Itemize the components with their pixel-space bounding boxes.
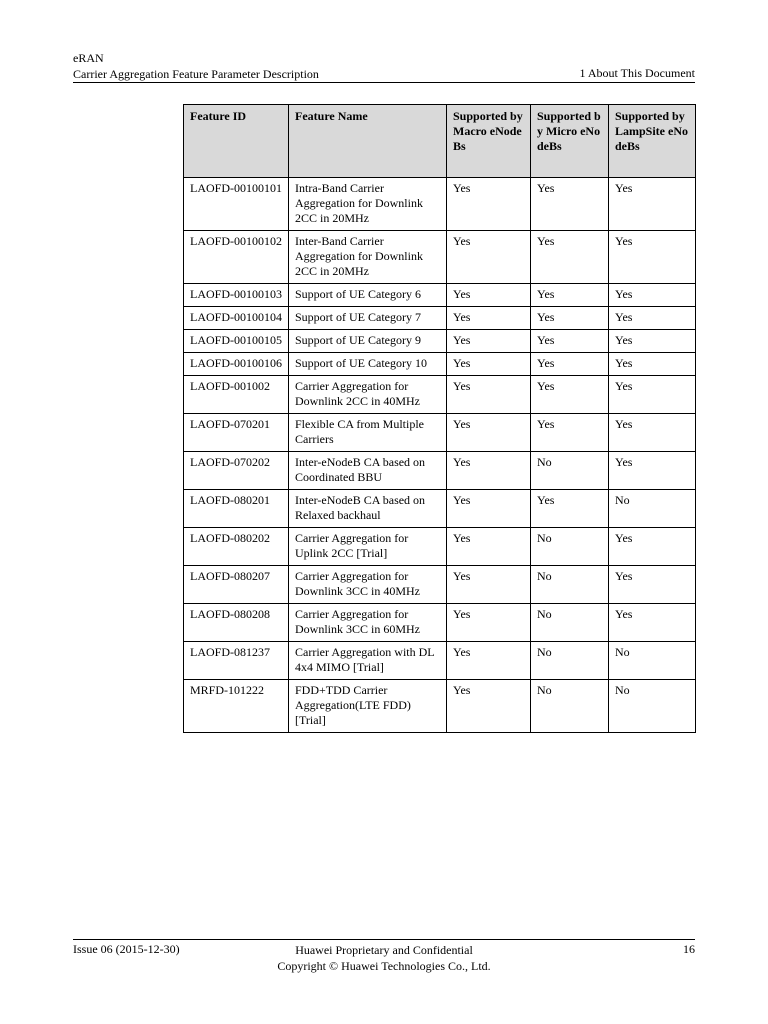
cell-lampsite-support: No: [609, 490, 696, 528]
cell-lampsite-support: Yes: [609, 604, 696, 642]
cell-micro-support: No: [531, 680, 609, 733]
cell-feature-id: LAOFD-070201: [184, 414, 289, 452]
cell-micro-support: Yes: [531, 376, 609, 414]
cell-macro-support: Yes: [447, 528, 531, 566]
table-row: [184, 376, 696, 414]
cell-macro-support: Yes: [447, 231, 531, 284]
cell-lampsite-support: Yes: [609, 284, 696, 307]
cell-macro-support: Yes: [447, 178, 531, 231]
table-row: [184, 414, 696, 452]
cell-feature-id: LAOFD-00100103: [184, 284, 289, 307]
cell-lampsite-support: No: [609, 680, 696, 733]
cell-feature-id: LAOFD-080201: [184, 490, 289, 528]
col-header-micro: Supported by Micro eNodeBs: [531, 105, 609, 178]
table-row: [184, 528, 696, 566]
cell-feature-id: LAOFD-081237: [184, 642, 289, 680]
cell-micro-support: No: [531, 452, 609, 490]
footer-issue: Issue 06 (2015-12-30): [73, 942, 180, 956]
cell-micro-support: Yes: [531, 490, 609, 528]
cell-lampsite-support: Yes: [609, 414, 696, 452]
cell-lampsite-support: Yes: [609, 178, 696, 231]
table-header-row: [184, 105, 696, 178]
cell-micro-support: Yes: [531, 353, 609, 376]
footer-copyright: Copyright © Huawei Technologies Co., Ltd.: [277, 959, 491, 973]
cell-macro-support: Yes: [447, 680, 531, 733]
cell-feature-id: LAOFD-080207: [184, 566, 289, 604]
footer-page-number: 16: [683, 942, 695, 956]
cell-feature-name: Support of UE Category 6: [289, 284, 447, 307]
cell-feature-id: LAOFD-00100104: [184, 307, 289, 330]
table-row: [184, 604, 696, 642]
table-row: [184, 330, 696, 353]
cell-lampsite-support: Yes: [609, 376, 696, 414]
table-row: [184, 231, 696, 284]
header-doc-title: Carrier Aggregation Feature Parameter Description: [73, 67, 319, 81]
cell-feature-name: Support of UE Category 7: [289, 307, 447, 330]
cell-lampsite-support: No: [609, 642, 696, 680]
cell-feature-name: Support of UE Category 10: [289, 353, 447, 376]
cell-macro-support: Yes: [447, 414, 531, 452]
cell-lampsite-support: Yes: [609, 528, 696, 566]
cell-feature-id: MRFD-101222: [184, 680, 289, 733]
cell-macro-support: Yes: [447, 566, 531, 604]
table-row: [184, 566, 696, 604]
feature-table: [183, 104, 696, 733]
table-row: [184, 284, 696, 307]
cell-lampsite-support: Yes: [609, 231, 696, 284]
cell-feature-name: Inter-eNodeB CA based on Coordinated BBU: [289, 452, 447, 490]
cell-feature-name: FDD+TDD Carrier Aggregation(LTE FDD) [Trial]: [289, 680, 447, 733]
cell-feature-id: LAOFD-00100102: [184, 231, 289, 284]
cell-macro-support: Yes: [447, 490, 531, 528]
header-chapter: 1 About This Document: [579, 66, 695, 80]
cell-micro-support: No: [531, 566, 609, 604]
cell-lampsite-support: Yes: [609, 307, 696, 330]
table-body: [184, 178, 696, 733]
table-row: [184, 452, 696, 490]
cell-feature-name: Support of UE Category 9: [289, 330, 447, 353]
cell-micro-support: Yes: [531, 330, 609, 353]
cell-feature-id: LAOFD-070202: [184, 452, 289, 490]
col-header-lampsite: Supported by LampSite eNodeBs: [609, 105, 696, 178]
cell-feature-name: Carrier Aggregation for Uplink 2CC [Trial]: [289, 528, 447, 566]
table-row: [184, 178, 696, 231]
footer-proprietary: Huawei Proprietary and Confidential: [295, 943, 473, 957]
cell-micro-support: Yes: [531, 178, 609, 231]
cell-feature-name: Inter-eNodeB CA based on Relaxed backhaul: [289, 490, 447, 528]
cell-feature-name: Carrier Aggregation for Downlink 2CC in 40MHz: [289, 376, 447, 414]
cell-macro-support: Yes: [447, 284, 531, 307]
table-row: [184, 680, 696, 733]
cell-micro-support: No: [531, 642, 609, 680]
header-rule: [73, 82, 695, 83]
cell-feature-name: Inter-Band Carrier Aggregation for Downlink 2CC in 20MHz: [289, 231, 447, 284]
cell-micro-support: Yes: [531, 414, 609, 452]
footer-center: [234, 942, 534, 974]
cell-feature-name: Intra-Band Carrier Aggregation for Downlink 2CC in 20MHz: [289, 178, 447, 231]
col-header-feature-id: Feature ID: [184, 105, 289, 178]
header-product: eRAN: [73, 51, 104, 65]
cell-macro-support: Yes: [447, 452, 531, 490]
cell-macro-support: Yes: [447, 376, 531, 414]
cell-feature-name: Carrier Aggregation with DL 4x4 MIMO [Trial]: [289, 642, 447, 680]
cell-macro-support: Yes: [447, 604, 531, 642]
table-row: [184, 353, 696, 376]
cell-micro-support: No: [531, 528, 609, 566]
cell-feature-id: LAOFD-00100106: [184, 353, 289, 376]
col-header-macro: Supported by Macro eNodeBs: [447, 105, 531, 178]
table-row: [184, 642, 696, 680]
cell-micro-support: Yes: [531, 307, 609, 330]
cell-lampsite-support: Yes: [609, 330, 696, 353]
cell-macro-support: Yes: [447, 307, 531, 330]
col-header-feature-name: Feature Name: [289, 105, 447, 178]
cell-lampsite-support: Yes: [609, 353, 696, 376]
cell-macro-support: Yes: [447, 353, 531, 376]
cell-feature-id: LAOFD-080202: [184, 528, 289, 566]
cell-feature-id: LAOFD-001002: [184, 376, 289, 414]
cell-feature-name: Carrier Aggregation for Downlink 3CC in 60MHz: [289, 604, 447, 642]
cell-feature-id: LAOFD-00100105: [184, 330, 289, 353]
table-row: [184, 307, 696, 330]
cell-micro-support: No: [531, 604, 609, 642]
cell-lampsite-support: Yes: [609, 566, 696, 604]
cell-macro-support: Yes: [447, 642, 531, 680]
cell-feature-id: LAOFD-00100101: [184, 178, 289, 231]
cell-feature-name: Flexible CA from Multiple Carriers: [289, 414, 447, 452]
cell-lampsite-support: Yes: [609, 452, 696, 490]
cell-macro-support: Yes: [447, 330, 531, 353]
cell-micro-support: Yes: [531, 284, 609, 307]
table-row: [184, 490, 696, 528]
cell-micro-support: Yes: [531, 231, 609, 284]
footer-rule: [73, 939, 695, 940]
cell-feature-id: LAOFD-080208: [184, 604, 289, 642]
cell-feature-name: Carrier Aggregation for Downlink 3CC in 40MHz: [289, 566, 447, 604]
